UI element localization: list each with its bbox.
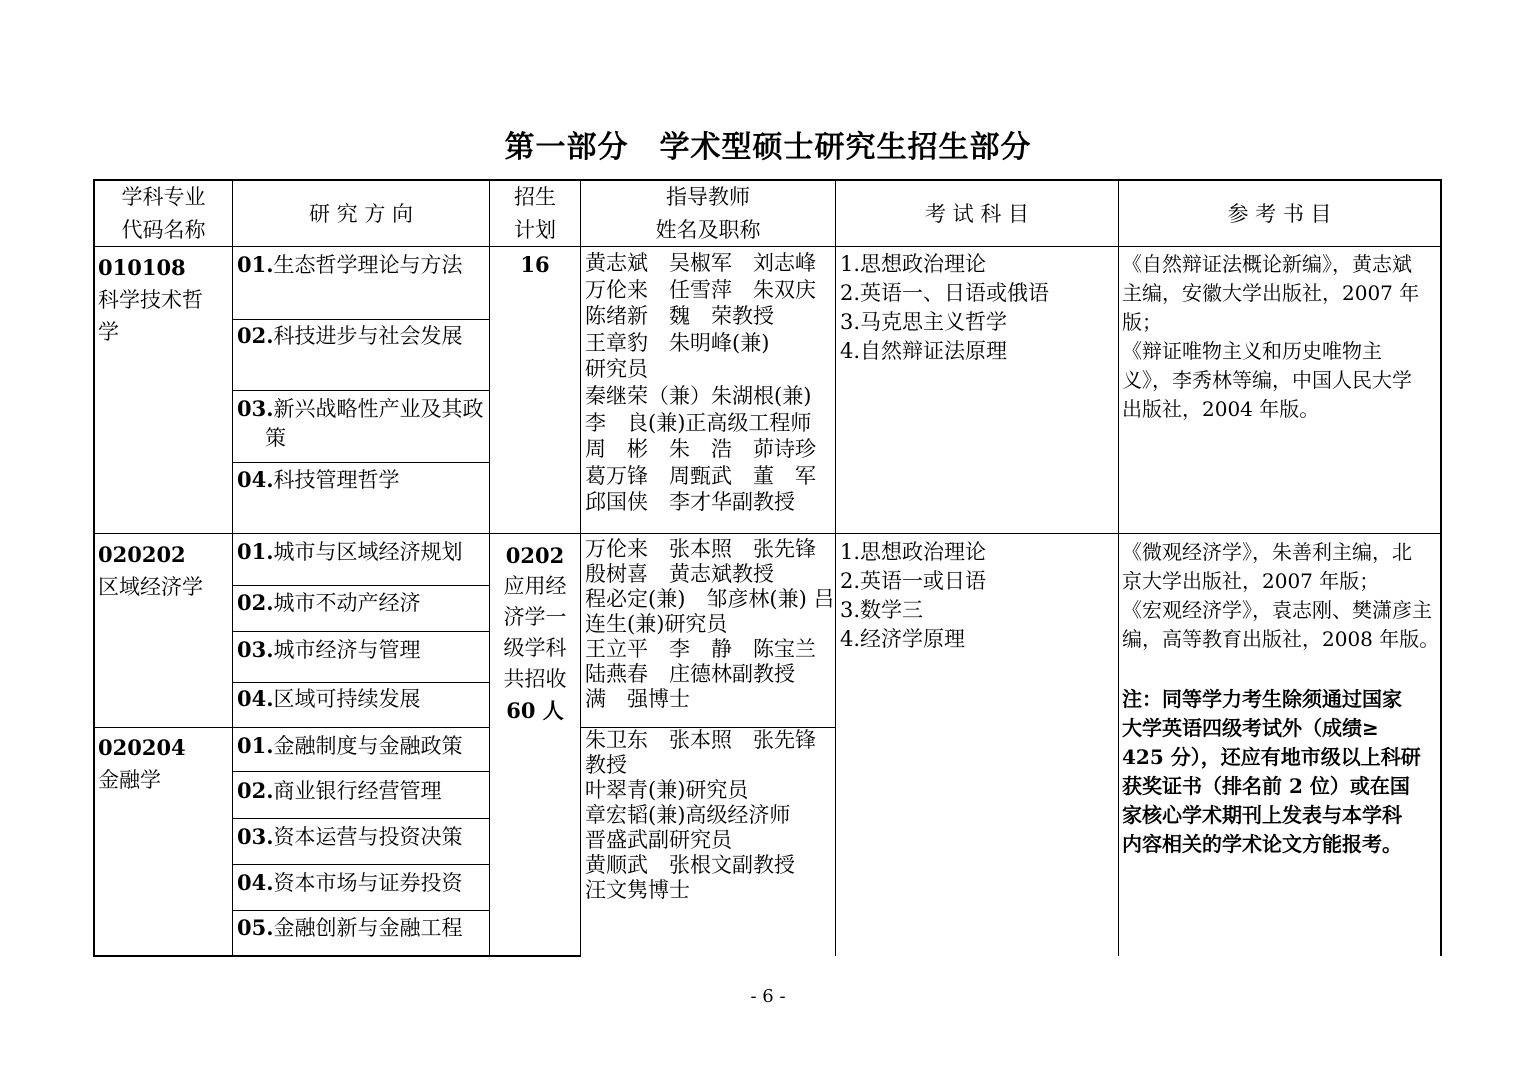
- plan-count: 16: [520, 252, 550, 277]
- book-line: 《宏观经济学》，袁志刚、樊潇彦主: [1122, 598, 1432, 622]
- major-code: 010108: [98, 255, 186, 280]
- direction-item: 03.城市经济与管理: [237, 637, 421, 662]
- header-major: 学科专业 代码名称: [121, 185, 206, 242]
- supervisor-line: 陈绪新 魏 荣教授: [585, 304, 774, 329]
- plan-shared: 0202 应用经 济学一 级学科 共招收 60 人: [503, 543, 567, 723]
- direction-item: 04.区域可持续发展: [237, 686, 421, 711]
- exam-item: 2.英语一、日语或俄语: [840, 281, 1050, 305]
- supervisor-line: 章宏韬(兼)高级经济师: [585, 803, 791, 827]
- supervisor-line: 秦继荣（兼）朱湖根(兼): [585, 383, 812, 408]
- supervisor-line: 教授: [585, 753, 627, 777]
- direction-item: 01.金融制度与金融政策: [237, 733, 463, 758]
- page-title: 第一部分 学术型硕士研究生招生部分: [504, 130, 1032, 165]
- header-exam: 考 试 科 目: [924, 202, 1030, 226]
- supervisor-line: 汪文隽博士: [585, 878, 690, 902]
- supervisor-line: 晋盛武副研究员: [585, 828, 732, 852]
- exam-item: 3.数学三: [840, 598, 924, 622]
- supervisor-line: 邱国侠 李才华副教授: [585, 490, 795, 515]
- supervisor-line: 黄志斌 吴椒军 刘志峰: [585, 251, 816, 275]
- exam-item: 4.经济学原理: [840, 627, 966, 651]
- major-name: 金融学: [98, 768, 161, 792]
- page-number: - 6 -: [750, 986, 786, 1007]
- note-line: 家核心学术期刊上发表与本学科: [1122, 803, 1402, 827]
- note-line: 大学英语四级考试外（成绩≥: [1122, 716, 1379, 740]
- book-line: 版；: [1122, 310, 1162, 334]
- exam-item: 1.思想政治理论: [840, 252, 987, 276]
- major-name: 区域经济学: [98, 575, 203, 599]
- supervisor-line: 黄顺武 张根文副教授: [585, 853, 795, 877]
- book-line: 出版社，2004 年版。: [1122, 397, 1320, 421]
- exam-list: [840, 250, 1049, 366]
- book-line: 《微观经济学》，朱善利主编，北: [1122, 540, 1412, 564]
- supervisor-line: 王章豹 朱明峰(兼): [585, 330, 770, 355]
- supervisor-line: 万伦来 任雪萍 朱双庆: [585, 277, 816, 302]
- direction-item: 05.金融创新与金融工程: [237, 915, 463, 940]
- supervisor-list: [585, 250, 816, 516]
- supervisor-line: 李 良(兼)正高级工程师: [585, 410, 812, 435]
- supervisor-line: 连生(兼)研究员: [585, 612, 728, 636]
- supervisor-list: [585, 537, 834, 712]
- direction-item: 03.资本运营与投资决策: [237, 824, 463, 849]
- note-line: 注：同等学力考生除须通过国家: [1122, 687, 1402, 711]
- book-line: 京大学出版社，2007 年版；: [1122, 569, 1380, 593]
- supervisor-line: 王立平 李 静 陈宝兰: [585, 637, 816, 661]
- major-cell: [98, 539, 203, 603]
- major-code: 020204: [98, 735, 186, 760]
- supervisor-line: 朱卫东 张本照 张先锋: [585, 728, 816, 752]
- direction-item: 03.新兴战略性产业及其政 策: [237, 396, 484, 450]
- book-list: [1122, 538, 1439, 654]
- direction-item: 01.城市与区域经济规划: [237, 539, 463, 564]
- major-cell: [98, 252, 203, 348]
- book-line: 编，高等教育出版社，2008 年版。: [1122, 627, 1440, 651]
- supervisor-line: 满 强博士: [585, 687, 690, 711]
- exam-item: 3.马克思主义哲学: [840, 310, 1008, 334]
- note-line: 425 分），还应有地市级以上科研: [1122, 745, 1421, 769]
- direction-item: 02.城市不动产经济: [237, 590, 421, 615]
- note-line: 获奖证书（排名前 2 位）或在国: [1122, 774, 1410, 798]
- supervisor-line: 殷树喜 黄志斌教授: [585, 562, 774, 586]
- supervisor-line: 研究员: [585, 357, 648, 382]
- book-line: 义》，李秀林等编，中国人民大学: [1122, 368, 1412, 392]
- supervisor-list: [585, 728, 816, 903]
- major-name: 学: [98, 320, 119, 344]
- exam-item: 4.自然辩证法原理: [840, 339, 1008, 363]
- supervisor-line: 万伦来 张本照 张先锋: [585, 537, 816, 561]
- header-plan: 招生 计划: [514, 185, 556, 242]
- direction-item: 02.商业银行经营管理: [237, 778, 442, 803]
- supervisor-line: 陆燕春 庄德林副教授: [585, 662, 795, 686]
- direction-item: 04.资本市场与证券投资: [237, 870, 463, 895]
- book-line: 《自然辩证法概论新编》，黄志斌: [1122, 252, 1412, 276]
- major-code: 020202: [98, 542, 186, 567]
- header-books: 参 考 书 目: [1227, 202, 1332, 226]
- admission-note: [1122, 685, 1421, 859]
- supervisor-line: 周 彬 朱 浩 茆诗珍: [585, 437, 816, 462]
- book-line: 《辩证唯物主义和历史唯物主: [1122, 339, 1382, 363]
- direction-item: 02.科技进步与社会发展: [237, 323, 463, 348]
- exam-list: [840, 538, 986, 654]
- book-line: 主编，安徽大学出版社，2007 年: [1122, 281, 1420, 305]
- major-name: 科学技术哲: [98, 288, 203, 312]
- book-list: [1122, 250, 1419, 424]
- major-cell: [98, 732, 186, 796]
- supervisor-line: 叶翠青(兼)研究员: [585, 778, 749, 802]
- exam-item: 2.英语一或日语: [840, 569, 987, 593]
- header-direction: 研 究 方 向: [308, 202, 414, 226]
- direction-item: 01.生态哲学理论与方法: [237, 252, 463, 277]
- header-supervisor: 指导教师 姓名及职称: [655, 185, 761, 242]
- exam-item: 1.思想政治理论: [840, 540, 987, 564]
- note-line: 内容相关的学术论文方能报考。: [1122, 832, 1402, 856]
- supervisor-line: 葛万锋 周甄武 董 军: [585, 463, 816, 488]
- direction-item: 04.科技管理哲学: [237, 467, 400, 492]
- supervisor-line: 程必定(兼) 邹彦林(兼) 吕: [585, 587, 835, 611]
